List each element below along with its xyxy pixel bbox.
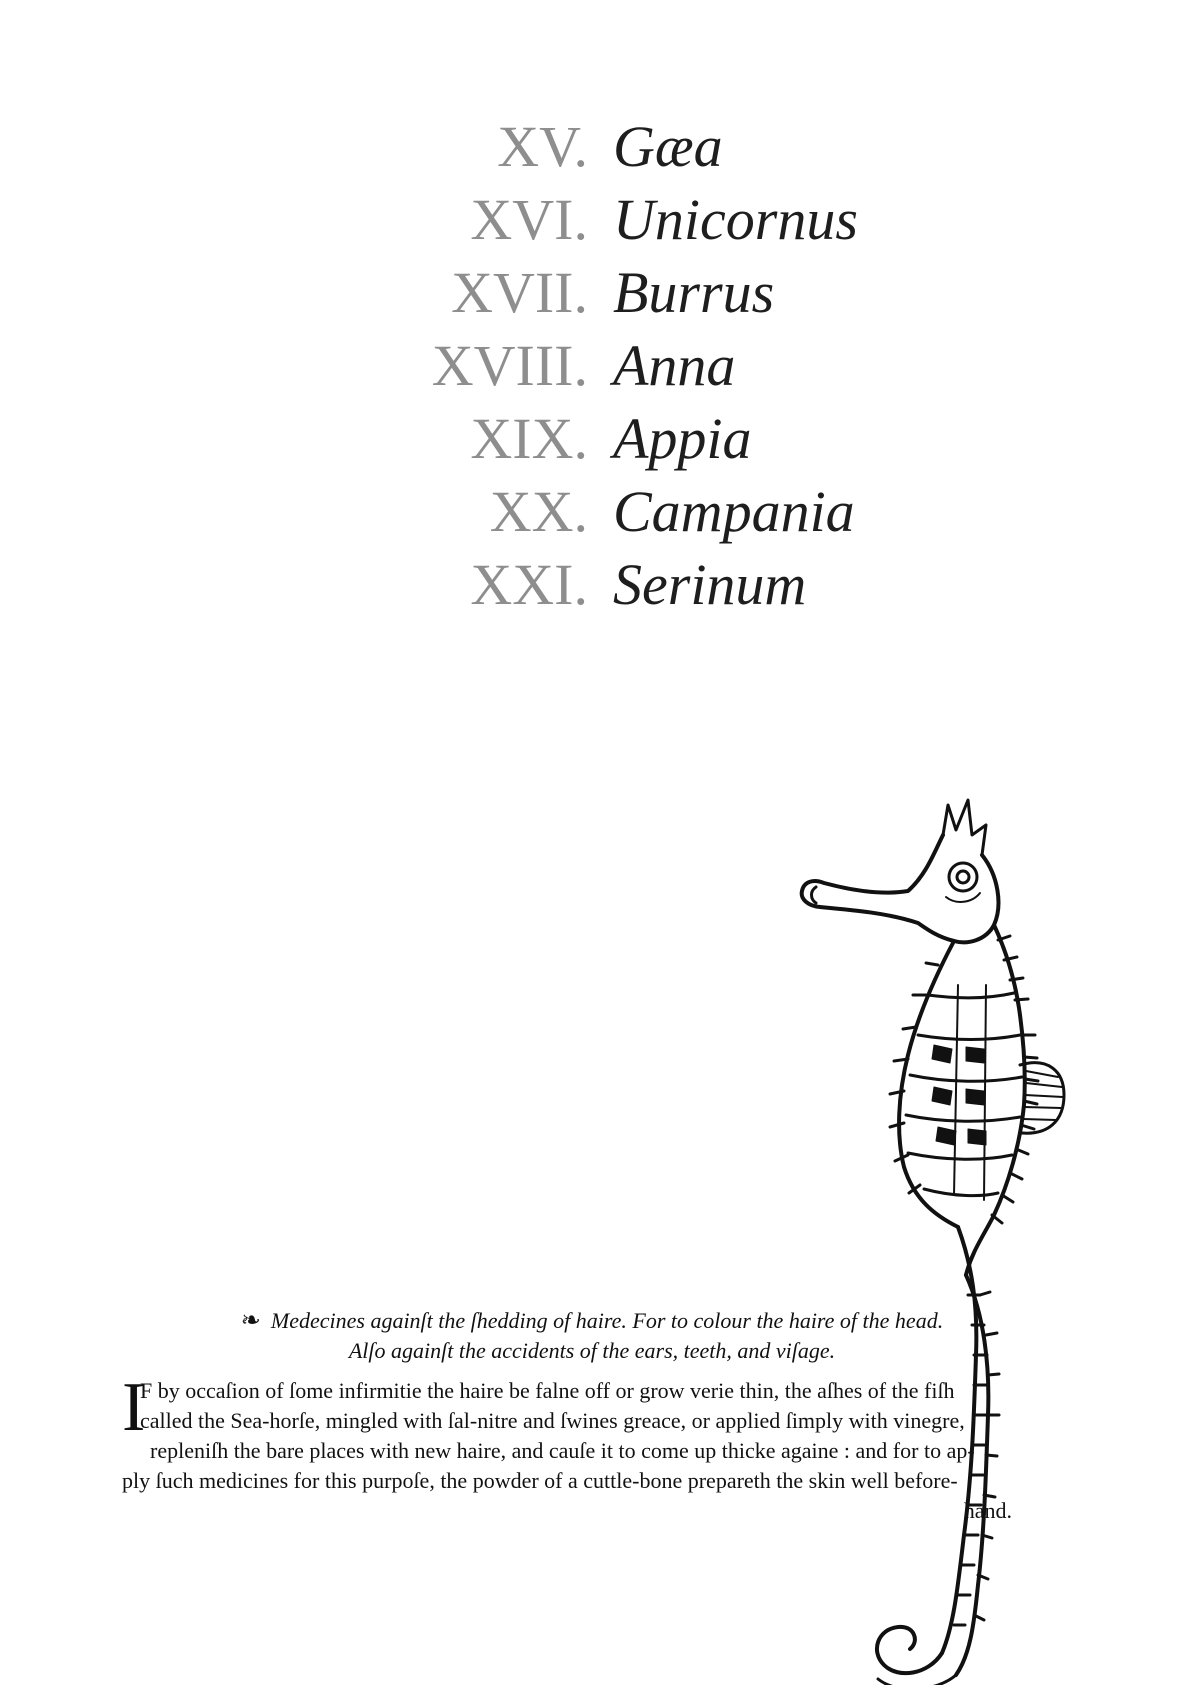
- contents-entry: [0, 187, 1200, 264]
- entry-name: Unicornus: [613, 187, 858, 252]
- fleuron-icon: ❧: [240, 1308, 261, 1334]
- entry-numeral: XIX.: [470, 406, 588, 471]
- contents-entry: [0, 552, 1200, 629]
- entry-numeral: XVIII.: [431, 333, 588, 398]
- entry-name: Campania: [613, 479, 855, 544]
- entry-name: Serinum: [613, 552, 807, 617]
- entry-numeral: XVII.: [451, 260, 588, 325]
- entry-name: Anna: [613, 333, 736, 398]
- entry-numeral: XXI.: [470, 552, 588, 617]
- entry-name: Appia: [613, 406, 752, 471]
- seahorse-illustration: [758, 795, 1118, 1685]
- entry-numeral: XVI.: [470, 187, 588, 252]
- entry-numeral: XV.: [497, 114, 588, 179]
- passage-heading: [122, 1306, 1022, 1366]
- entry-numeral: XX.: [489, 479, 588, 544]
- drop-cap: I: [122, 1369, 146, 1446]
- heading-line-1: Medecines againſt the ſhedding of haire. For to colour the haire of the head.: [270, 1308, 944, 1333]
- body-line-3: repleniſh the bare places with new haire, and cauſe it to come up thicke againe : and for to ap-: [150, 1438, 975, 1463]
- entry-name: Gæa: [613, 114, 723, 179]
- body-line-4: ply ſuch medicines for this purpoſe, the powder of a cuttle-bone prepareth the skin well before-: [122, 1468, 958, 1493]
- heading-line-2: Alſo againſt the accidents of the ears, teeth, and viſage.: [348, 1338, 836, 1363]
- body-line-2: called the Sea-horſe, mingled with ſal-nitre and ſwines greace, or applied ſimply with vinegre,: [140, 1408, 965, 1433]
- body-line-1: F by occaſion of ſome infirmitie the haire be falne off or grow verie thin, the aſhes of the fiſh: [140, 1378, 955, 1403]
- passage-body: [122, 1369, 1012, 1526]
- contents-entry: [0, 479, 1200, 556]
- contents-entry: [0, 406, 1200, 483]
- contents-entry: [0, 114, 1200, 191]
- contents-entry: [0, 260, 1200, 337]
- contents-entry: [0, 333, 1200, 410]
- entry-name: Burrus: [613, 260, 775, 325]
- table-of-contents: [0, 114, 1200, 629]
- herbal-passage: [122, 1306, 1022, 1526]
- body-line-5: hand.: [963, 1498, 1012, 1523]
